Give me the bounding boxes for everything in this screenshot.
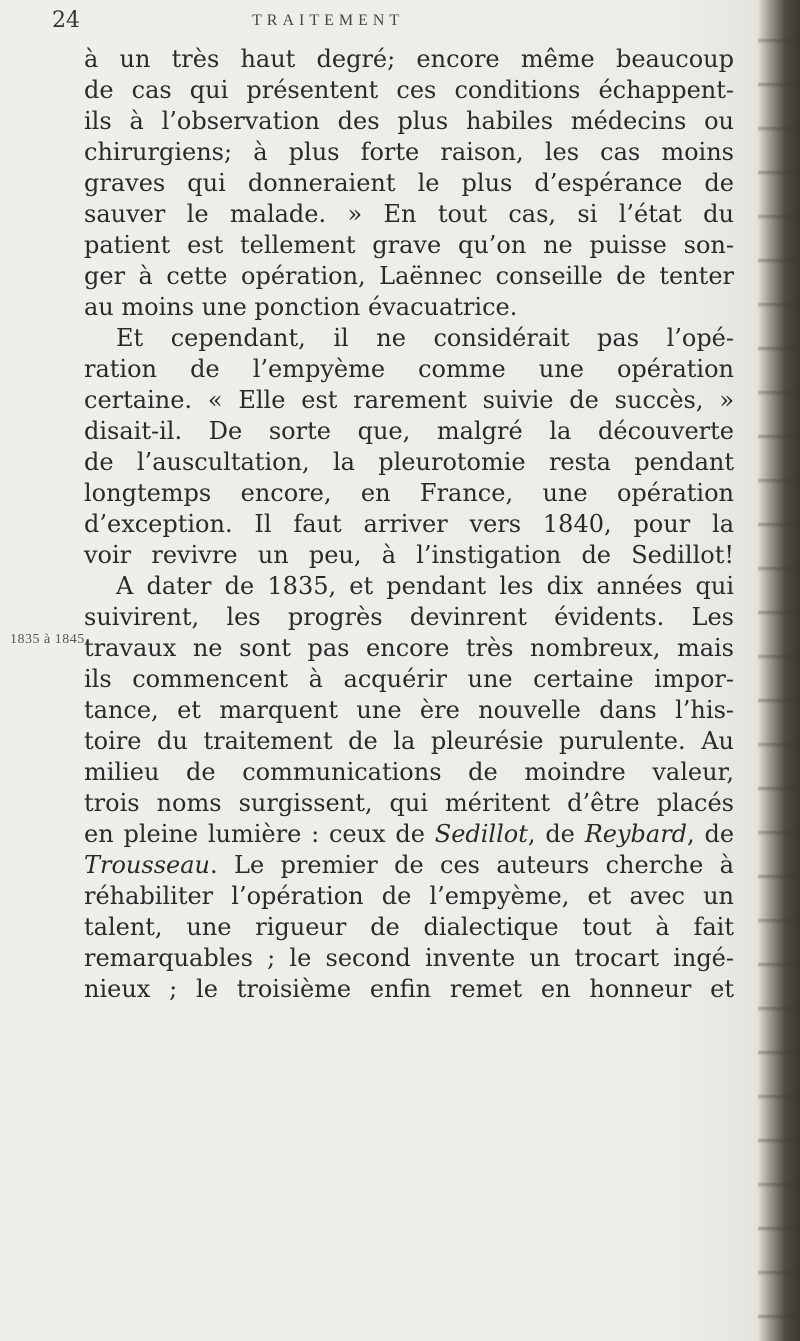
text-line: de cas qui présentent ces conditions échappent- — [84, 76, 734, 104]
text-line: réhabiliter l’opération de l’empyème, et avec un — [84, 882, 734, 910]
text-line: en pleine lumière : ceux de Sedillot, de Reybard, de — [84, 820, 735, 848]
text-line: toire du traitement de la pleurésie purulente. Au — [84, 727, 734, 755]
text-line: A dater de 1835, et pendant les dix années qui — [116, 572, 734, 600]
text-line: au moins une ponction évacuatrice. — [84, 293, 518, 321]
text-line: à un très haut degré; encore même beaucoup — [84, 45, 734, 73]
text-line: nieux ; le troisième enfin remet en honneur et — [84, 975, 734, 1003]
running-title: TRAITEMENT — [252, 12, 405, 29]
text-line: milieu de communications de moindre valeur, — [84, 758, 734, 786]
text-line: ration de l’empyème comme une opération — [84, 355, 734, 383]
text-line: sauver le malade. » En tout cas, si l’état du — [84, 200, 734, 228]
text-line: Trousseau. Le premier de ces auteurs cherche à — [84, 851, 734, 879]
text-line: trois noms surgissent, qui méritent d’être placés — [84, 789, 734, 817]
margin-note: 1835 à 1845. — [10, 632, 89, 647]
text-line: ils commencent à acquérir une certaine impor- — [84, 665, 734, 693]
text-line: chirurgiens; à plus forte raison, les cas moins — [84, 138, 734, 166]
text-line: Et cependant, il ne considérait pas l’opé- — [116, 324, 734, 352]
text-line: ils à l’observation des plus habiles médecins ou — [84, 107, 734, 135]
text-line: travaux ne sont pas encore très nombreux, mais — [84, 634, 734, 662]
text-line: remarquables ; le second invente un trocart ingé- — [84, 944, 734, 972]
running-head — [52, 8, 712, 38]
text-line: patient est tellement grave qu’on ne puisse son- — [84, 231, 734, 259]
text-line: suivirent, les progrès devinrent évidents. Les — [84, 603, 734, 631]
text-line: de l’auscultation, la pleurotomie resta pendant — [84, 448, 734, 476]
text-line: graves qui donneraient le plus d’espérance de — [84, 169, 734, 197]
text-line: voir revivre un peu, à l’instigation de Sedillot! — [84, 541, 734, 569]
text-line: tance, et marquent une ère nouvelle dans l’his- — [84, 696, 734, 724]
body-text — [84, 44, 734, 1005]
text-line: certaine. « Elle est rarement suivie de succès, » — [84, 386, 734, 414]
text-line: disait-il. De sorte que, malgré la découverte — [84, 417, 734, 445]
page-number: 24 — [52, 8, 80, 33]
text-line: talent, une rigueur de dialectique tout à fait — [84, 913, 734, 941]
text-line: d’exception. Il faut arriver vers 1840, pour la — [84, 510, 734, 538]
page-edge-shadow — [758, 0, 800, 1341]
text-line: longtemps encore, en France, une opération — [84, 479, 734, 507]
text-line: ger à cette opération, Laënnec conseille de tenter — [84, 262, 734, 290]
